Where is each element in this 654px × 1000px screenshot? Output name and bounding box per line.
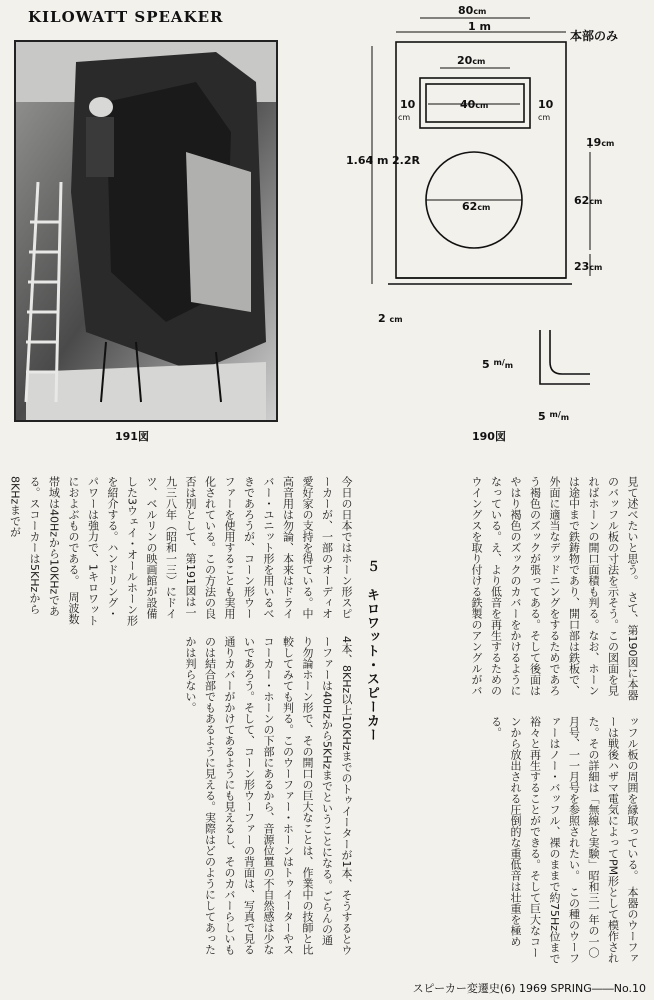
dim-5b: 5 bbox=[538, 410, 546, 423]
dim-19: 19 bbox=[586, 136, 602, 149]
dim-5a-unit-slash: / bbox=[501, 358, 505, 367]
dim-2: 2 bbox=[378, 312, 386, 325]
dim-62-unit: cm bbox=[477, 203, 491, 212]
dim-19-unit: cm bbox=[601, 139, 615, 148]
svg-text:40cm bbox=[460, 98, 488, 111]
footer-dash: ―― bbox=[591, 982, 614, 995]
svg-text:1.64 m bbox=[346, 154, 388, 167]
svg-text:5 m/m bbox=[538, 410, 569, 423]
dim-80: 80 bbox=[458, 4, 474, 17]
figure-191-caption: 191図 bbox=[115, 430, 149, 443]
dim-5a: 5 bbox=[482, 358, 490, 371]
column-4-text: 4本、8KHz以上10KHzまでのトゥイーターが1本、そうするとウーファーは40Hzから5KHzまでということになる。ごらんの通り勿論ホーン形で、その開口の巨大なことは、作業中の技師と比較してみても判る。このウーファー・ホーンはトゥイーターやスコーカー・ホーンの下部にあるから、音源位置の不自然感は少ないであろう。そして、コーン形ウーファーの背面は、写真で見る通りカバーがかけてあるようにも見えるし、そのカバーらしいものは結合部でもあるように見える。実際はどのようにしてあったかは判らない。 bbox=[184, 636, 353, 956]
dim-5b-unit-m: m bbox=[549, 410, 558, 419]
dim-40: 40 bbox=[460, 98, 476, 111]
page-footer bbox=[413, 980, 646, 996]
dim-10-left: 10 bbox=[400, 98, 416, 111]
dim-62-side: 62 bbox=[574, 194, 590, 207]
svg-text:2 cm bbox=[378, 312, 403, 325]
dim-10-right: 10 bbox=[538, 98, 554, 111]
svg-text:80cm bbox=[458, 4, 486, 17]
dim-23-unit: cm bbox=[589, 263, 603, 272]
text-column-1 bbox=[380, 476, 642, 706]
footer-number: No.10 bbox=[613, 982, 646, 995]
note-baffle-only: 本部のみ bbox=[570, 29, 619, 43]
dim-10-right-unit: cm bbox=[538, 113, 551, 122]
svg-text:20cm bbox=[457, 54, 485, 67]
dim-1m: 1 bbox=[468, 20, 476, 33]
column-3-text: ッフル板の周囲を縁取っている。 本器のウーファーは戦後ハザマ電気によってPM形として模作された。その詳細は「無線と実験」昭和三一年の一〇月号、一一月号を参照されたい。 この種のウーファーはノー・バッフル、裸のままで約75Hz位まで裕々と再生することができる。そして巨大なコーンから放出される圧倒的な重低音は壮重を極める。 bbox=[489, 716, 639, 965]
svg-text:23cm bbox=[574, 260, 602, 273]
dim-5a-unit-m2: m bbox=[504, 361, 514, 370]
footer-issue: 1969 SPRING bbox=[518, 982, 592, 995]
footer-series: スピーカー変遷史(6) bbox=[412, 982, 516, 995]
dim-164: 1.64 bbox=[346, 154, 374, 167]
dim-22r: 2.2R bbox=[392, 154, 420, 167]
dim-164-unit: m bbox=[376, 154, 389, 167]
column-2-text: 今日の日本ではホーン形スピーカーが、一部のオーディオ愛好家の支持を得ている。中高音用は勿論、本来はドライバー・ユニット形を用いるべきであろうが、コーン形ウーファーを使用することも実用化されている。この方法の良否は別として、第191図は一九三八年（昭和一三）にドイツ、ベルリンの映画館が設備した3ウェイ・オールホーン形を紹介する。ハンドリング・パワーは強力で、1キロワットにおよぶものである。 周波数帯域は40Hzから10KHzである。スコーカーは5KHzから8KHzまでが bbox=[8, 476, 353, 626]
dim-2-unit: cm bbox=[389, 315, 403, 324]
figure-190-caption: 190図 bbox=[472, 430, 506, 443]
dim-5b-unit-m2: m bbox=[560, 413, 570, 422]
section-title: ５ キロワット・スピーカー bbox=[364, 560, 379, 742]
text-column-3 bbox=[392, 716, 642, 966]
text-column-2 bbox=[8, 476, 356, 626]
dim-40-unit: cm bbox=[475, 101, 489, 110]
baffle-drawing bbox=[340, 0, 650, 430]
dim-62: 62 bbox=[462, 200, 478, 213]
dim-20: 20 bbox=[457, 54, 473, 67]
page-heading: KILOWATT SPEAKER bbox=[28, 8, 224, 26]
svg-text:62cm bbox=[574, 194, 602, 207]
dim-80-unit: cm bbox=[473, 7, 487, 16]
dim-20-unit: cm bbox=[472, 57, 486, 66]
dim-5a-unit-m: m bbox=[493, 358, 502, 367]
dim-62-side-unit: cm bbox=[589, 197, 603, 206]
dim-10-left-unit: cm bbox=[398, 113, 411, 122]
dim-23: 23 bbox=[574, 260, 590, 273]
dim-1m-unit: m bbox=[479, 20, 491, 33]
dim-5b-unit-slash: / bbox=[557, 410, 561, 419]
text-column-4 bbox=[12, 636, 356, 956]
svg-text:1 m bbox=[468, 20, 491, 33]
svg-text:5 m/m bbox=[482, 358, 513, 371]
column-1-text: 見て述べたいと思う。 さて、第190図に本器のバッフル板の寸法を示そう。この図面を見ればホーンの開口面積も判る。なお、ホーンは途中まで鉄鋳物であり、開口部は鉄板で、外面に適当なデッドニングをするためであろう褐色のズックが張ってある。そして後面はやはり褐色のズックのカバーをかけるようになっている。え、より低音を再生するためのウイングスを取り付ける鉄製のアングルがバ bbox=[470, 476, 639, 701]
kilowatt-speaker-photo bbox=[14, 40, 278, 422]
svg-text:62cm bbox=[462, 200, 490, 213]
svg-text:19cm bbox=[586, 136, 614, 149]
